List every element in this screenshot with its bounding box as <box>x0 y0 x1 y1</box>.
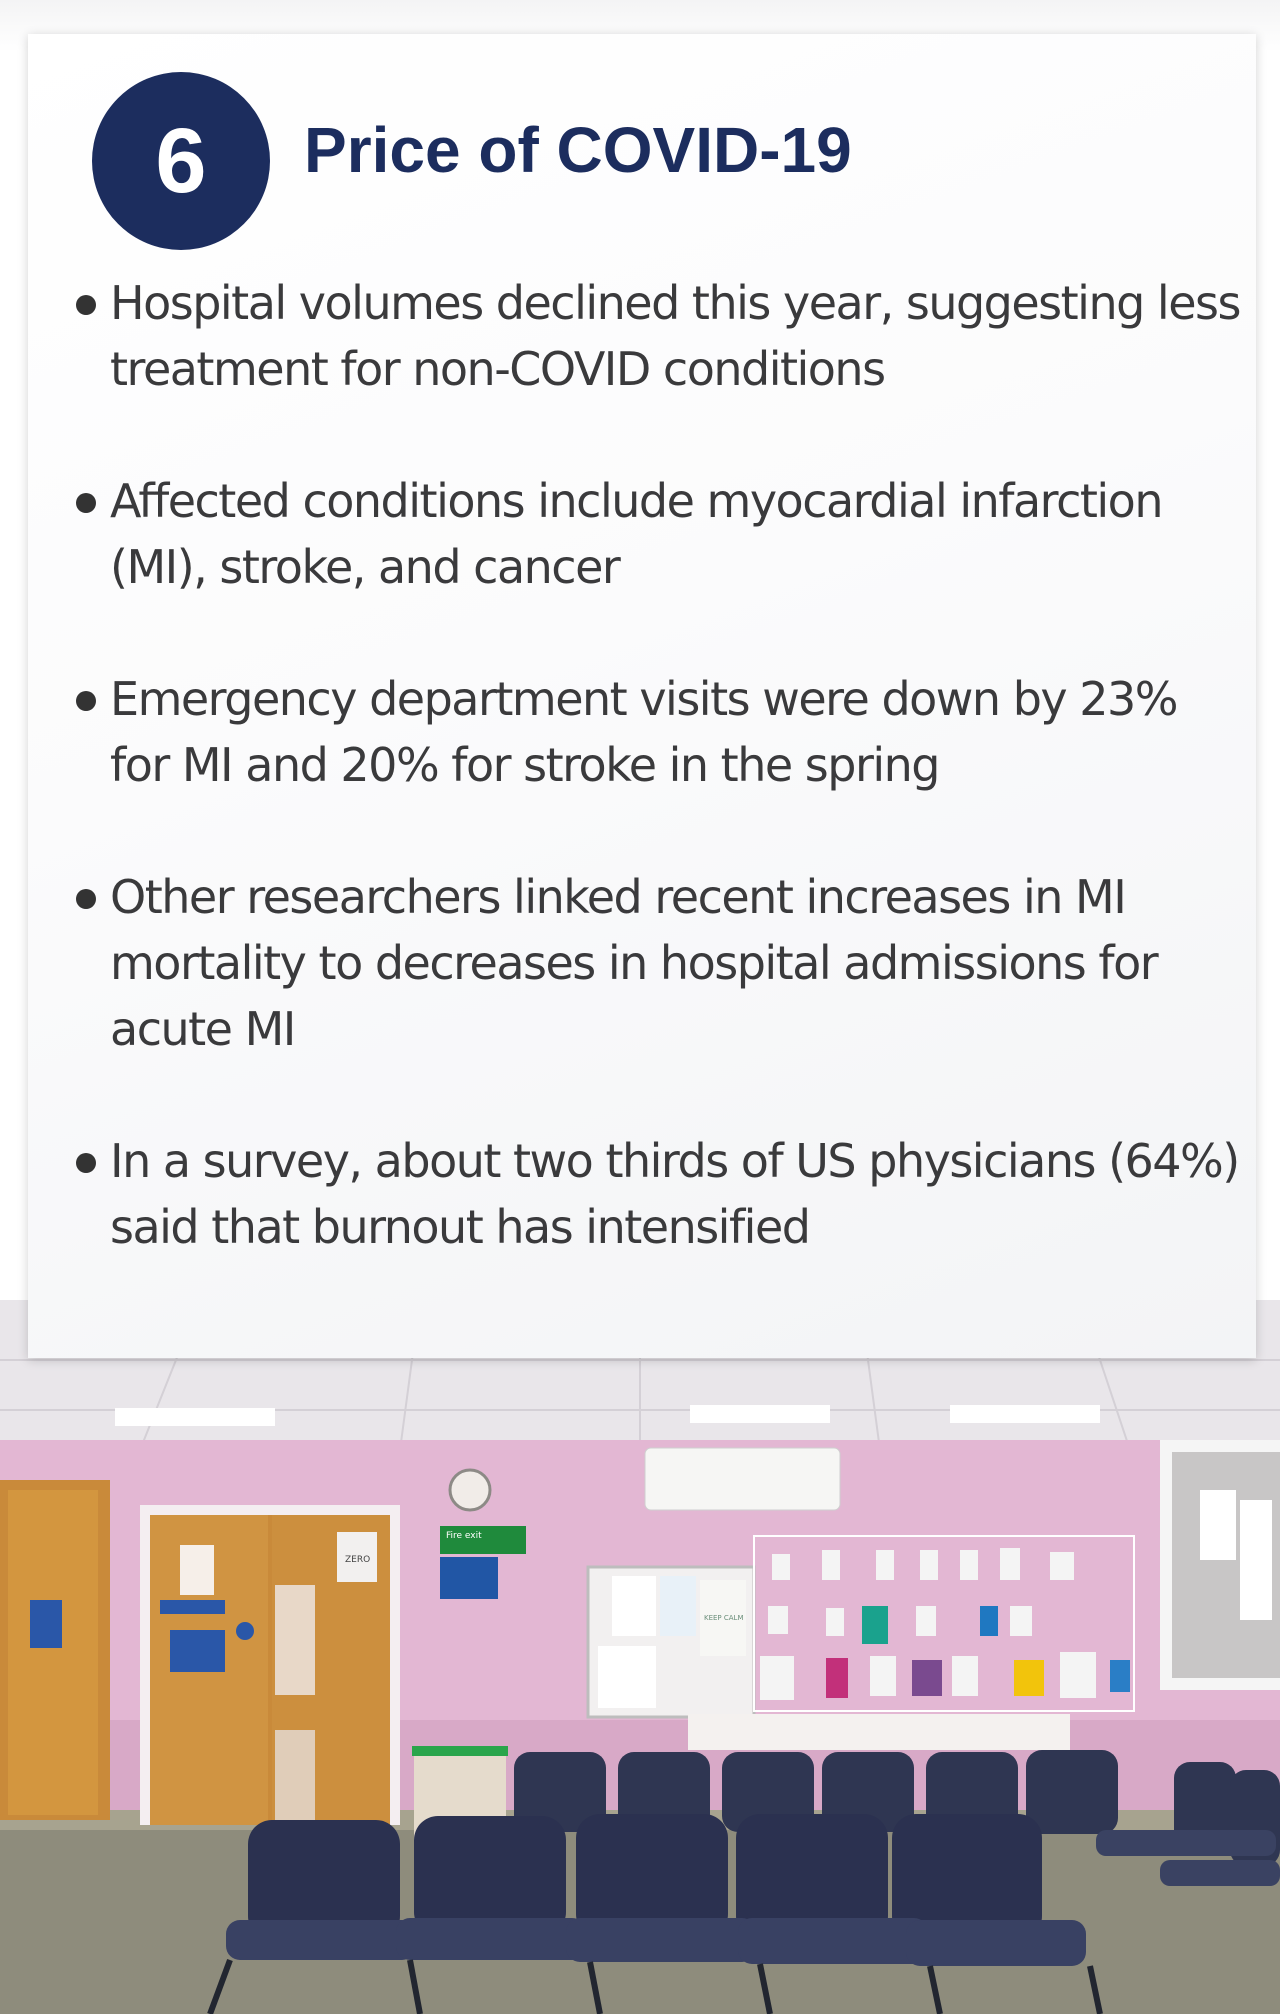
bullet-item <box>72 666 1242 798</box>
page-title: Price of COVID-19 <box>304 114 852 186</box>
bullet-dot-icon <box>76 493 96 513</box>
bullet-dot-icon <box>76 889 96 909</box>
bullet-item <box>72 468 1242 600</box>
fire-exit-sign-text: Fire exit <box>446 1531 482 1541</box>
keep-calm-poster-text: KEEP CALM <box>704 1614 744 1622</box>
bullet-item <box>72 864 1242 1062</box>
content-card <box>28 34 1256 1358</box>
bullet-item <box>72 1128 1242 1260</box>
waiting-room-photo <box>0 1300 1280 2014</box>
bullet-dot-icon <box>76 1153 96 1173</box>
bullet-list <box>72 270 1242 1326</box>
bullet-item <box>72 270 1242 402</box>
bullet-text: Emergency department visits were down by 23% for MI and 20% for stroke in the spring <box>110 672 1177 792</box>
bullet-text: Hospital volumes declined this year, suggesting less treatment for non-COVID conditions <box>110 276 1240 396</box>
bullet-text: In a survey, about two thirds of US physicians (64%) said that burnout has intensified <box>110 1134 1239 1254</box>
section-number-badge: 6 <box>92 72 270 250</box>
bullet-text: Affected conditions include myocardial infarction (MI), stroke, and cancer <box>110 474 1162 594</box>
bullet-text: Other researchers linked recent increases in MI mortality to decreases in hospital admissions for acute MI <box>110 870 1158 1056</box>
bullet-dot-icon <box>76 691 96 711</box>
zero-sign-text: ZERO <box>345 1555 371 1565</box>
bullet-dot-icon <box>76 295 96 315</box>
